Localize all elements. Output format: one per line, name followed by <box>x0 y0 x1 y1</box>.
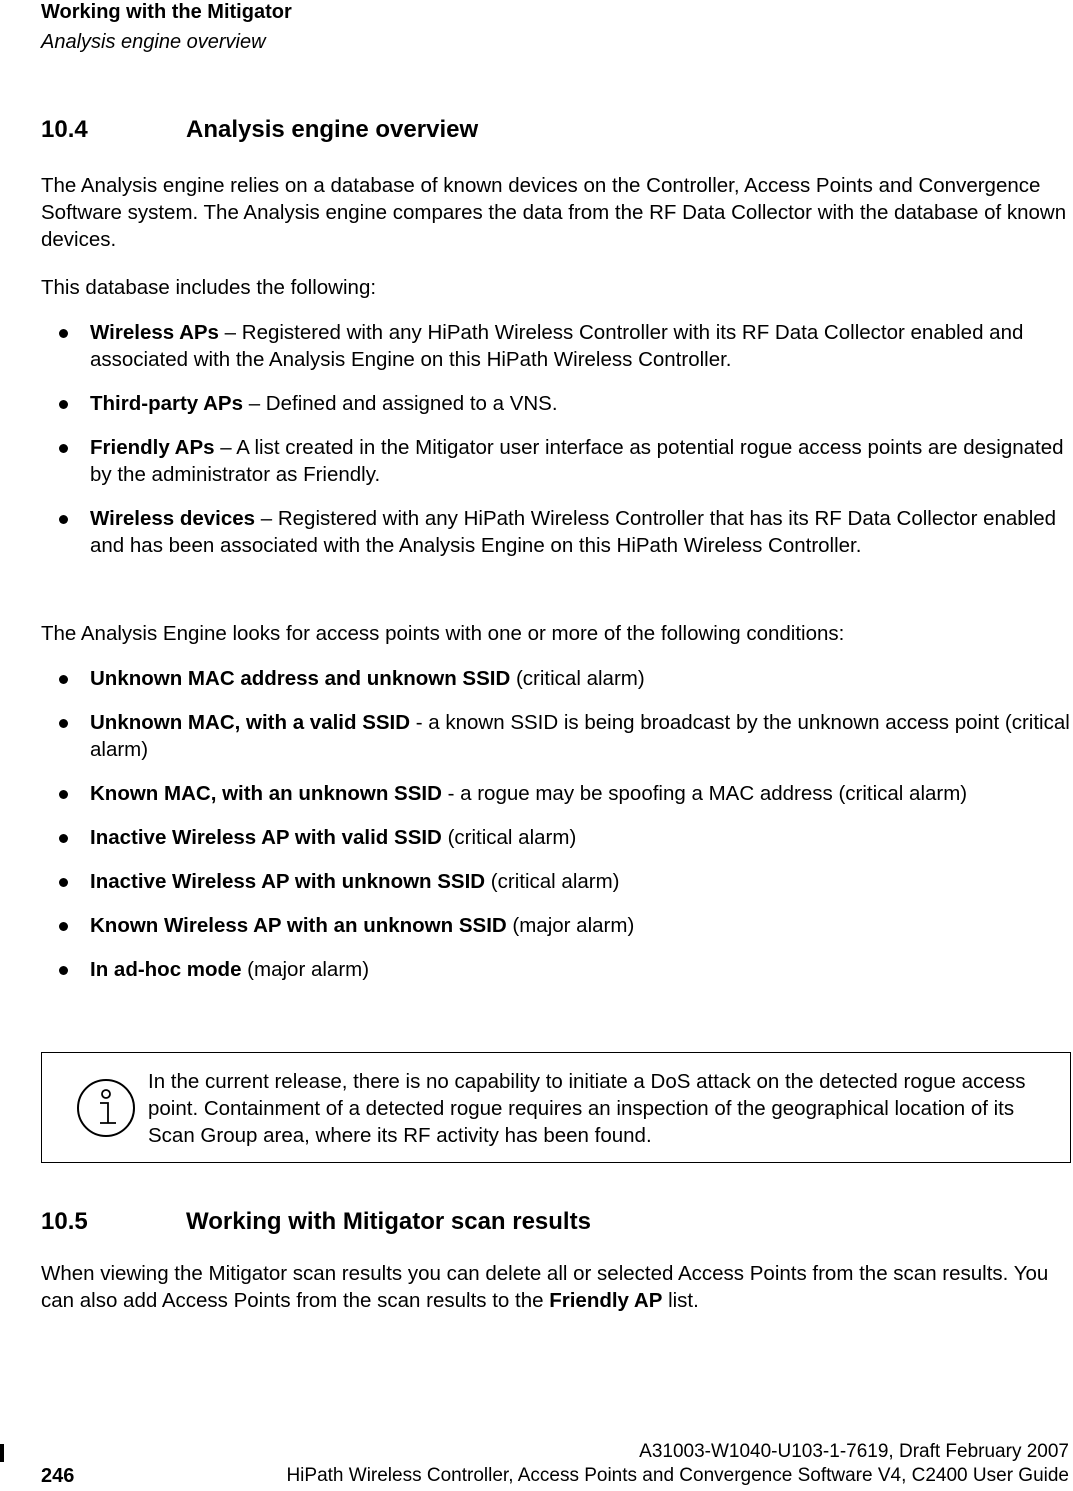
intro-paragraph: The Analysis engine relies on a database of known devices on the Controller, Access Points and Convergence Software system. The Analysis engine compares the data from the RF Data Collector with the database of known devices. <box>41 174 1067 251</box>
bullet-icon <box>59 515 68 524</box>
section-title: Analysis engine overview <box>186 116 479 143</box>
bullet-icon <box>59 878 68 887</box>
item-term: Known MAC, with an unknown SSID <box>90 782 442 805</box>
note-text: In the current release, there is no capability to initiate a DoS attack on the detected rogue access point. Containment of a detected rogue requires an inspection of the geographical location of its Scan Group area, where its RF activity has been found. <box>148 1070 1026 1147</box>
list-item <box>41 956 1071 983</box>
paragraph-text: When viewing the Mitigator scan results you can delete all or selected Access Points from the scan results. You can also add Access Points from the scan results to the <box>41 1262 1049 1312</box>
database-list <box>41 319 1071 559</box>
item-term: Wireless APs <box>90 321 219 344</box>
section-heading-10-4 <box>41 116 478 144</box>
running-header-subtitle: Analysis engine overview <box>41 31 266 53</box>
scan-results-paragraph <box>41 1260 1071 1314</box>
item-term: Wireless devices <box>90 507 256 530</box>
list-item <box>41 780 1071 807</box>
running-header-title: Working with the Mitigator <box>41 1 292 23</box>
item-term: Inactive Wireless AP with valid SSID <box>90 826 442 849</box>
bullet-icon <box>59 400 68 409</box>
list-item <box>41 912 1071 939</box>
item-term: Unknown MAC, with a valid SSID <box>90 711 411 734</box>
item-description: (critical alarm) <box>485 870 620 893</box>
section-number: 10.4 <box>41 116 88 143</box>
item-description: (major alarm) <box>241 958 370 981</box>
bullet-icon <box>59 790 68 799</box>
list-item <box>41 434 1071 488</box>
bullet-icon <box>59 719 68 728</box>
item-term: Unknown MAC address and unknown SSID <box>90 667 511 690</box>
info-icon <box>75 1077 137 1139</box>
item-description: – Defined and assigned to a VNS. <box>243 392 558 415</box>
list-item <box>41 390 1071 417</box>
product-name: HiPath Wireless Controller, Access Points and Convergence Software V4, C2400 User Guide <box>286 1465 1069 1486</box>
item-term: Friendly APs <box>90 436 215 459</box>
list-item <box>41 319 1071 373</box>
item-term: In ad-hoc mode <box>90 958 242 981</box>
bullet-icon <box>59 329 68 338</box>
bullet-icon <box>59 834 68 843</box>
database-intro: This database includes the following: <box>41 276 377 299</box>
item-description: – Registered with any HiPath Wireless Controller with its RF Data Collector enabled and associated with the Analysis Engine on this HiPath Wireless Controller. <box>90 321 1024 371</box>
page-number: 246 <box>41 1465 75 1487</box>
bullet-icon <box>59 922 68 931</box>
item-description: - a rogue may be spoofing a MAC address (critical alarm) <box>441 782 968 805</box>
item-term: Inactive Wireless AP with unknown SSID <box>90 870 486 893</box>
item-description: – A list created in the Mitigator user interface as potential rogue access points are designated by the administrator as Friendly. <box>90 436 1064 486</box>
section-heading-10-5 <box>41 1208 591 1236</box>
list-item <box>41 868 1071 895</box>
section-number: 10.5 <box>41 1208 88 1235</box>
item-description: – Registered with any HiPath Wireless Controller that has its RF Data Collector enabled and has been associated with the Analysis Engine on this HiPath Wireless Controller. <box>90 507 1057 557</box>
item-description: (critical alarm) <box>510 667 645 690</box>
item-description: - a known SSID is being broadcast by the unknown access point (critical alarm) <box>90 711 1070 761</box>
list-item <box>41 665 1071 692</box>
conditions-list <box>41 665 1071 983</box>
section-title: Working with Mitigator scan results <box>186 1208 591 1235</box>
list-item <box>41 505 1071 559</box>
item-description: (major alarm) <box>506 914 635 937</box>
item-term: Third-party APs <box>90 392 244 415</box>
conditions-intro: The Analysis Engine looks for access points with one or more of the following conditions: <box>41 622 845 645</box>
list-item <box>41 709 1071 763</box>
note-box <box>41 1052 1071 1163</box>
list-item <box>41 824 1071 851</box>
item-term: Known Wireless AP with an unknown SSID <box>90 914 507 937</box>
paragraph-text-end: list. <box>662 1289 699 1312</box>
bullet-icon <box>59 675 68 684</box>
bullet-icon <box>59 966 68 975</box>
friendly-ap-term: Friendly AP <box>549 1289 663 1312</box>
item-description: (critical alarm) <box>441 826 577 849</box>
document-id: A31003-W1040-U103-1-7619, Draft February 2007 <box>639 1441 1069 1462</box>
bullet-icon <box>59 444 68 453</box>
change-bar <box>0 1444 4 1462</box>
